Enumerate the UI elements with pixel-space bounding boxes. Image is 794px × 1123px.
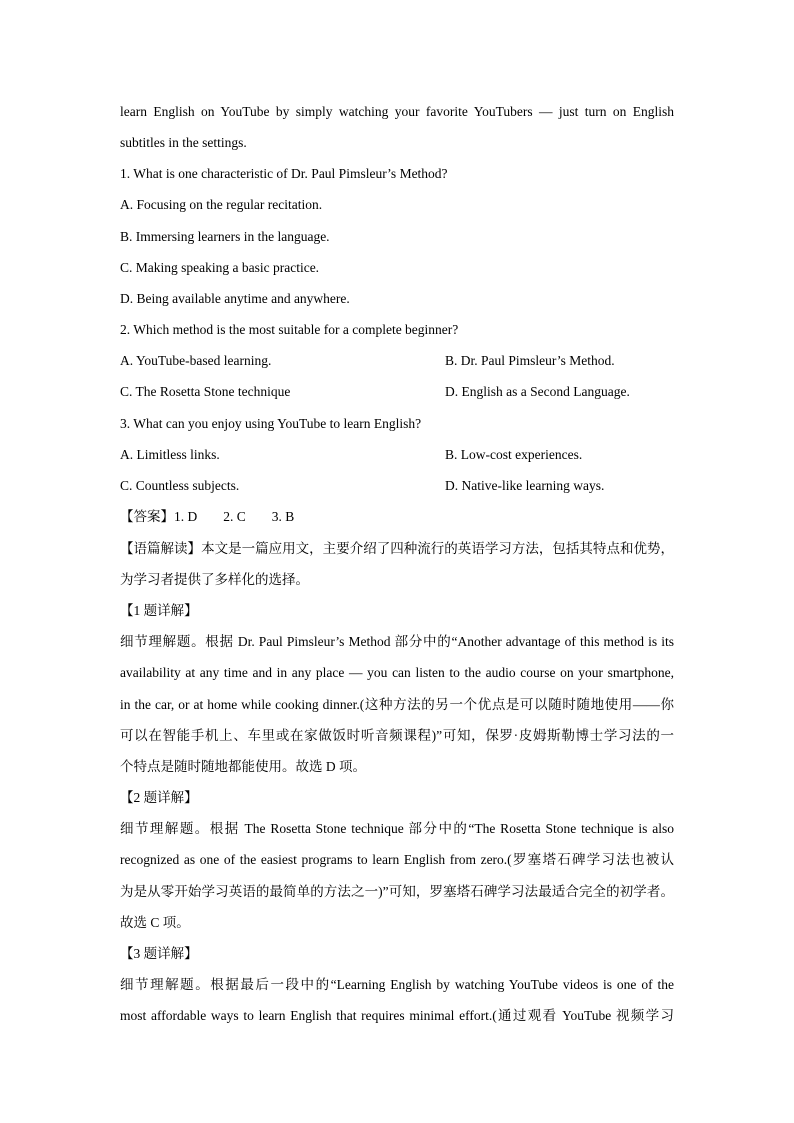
explanation-line: 个特点是随时随地都能使用。故选 D 项。 <box>120 759 366 774</box>
answer-item: 1. D <box>174 509 198 524</box>
explanation-line: most affordable ways to learn English that requires minimal effort.(通过观看 YouTube 视频学习 <box>120 1008 674 1023</box>
option-c: C. Making speaking a basic practice. <box>120 260 320 275</box>
interpretation-line: 【语篇解读】本文是一篇应用文，主要介绍了四种流行的英语学习方法，包括其特点和优势， <box>120 541 674 556</box>
question-stem: 1. What is one characteristic of Dr. Paul Pimsleur’s Method? <box>120 166 448 181</box>
explanation-line: 可以在智能手机上、车里或在家做饭时听音频课程)”可知，保罗·皮姆斯勒博士学习法的一 <box>120 728 674 743</box>
option-c: C. The Rosetta Stone technique <box>120 384 291 399</box>
option-d: D. English as a Second Language. <box>445 384 630 399</box>
question-stem: 2. Which method is the most suitable for a complete beginner? <box>120 322 459 337</box>
explanation-line: 为是从零开始学习英语的最简单的方法之一)”可知，罗塞塔石碑学习法最适合完全的初学者。 <box>120 884 674 899</box>
explanation-heading: 【2 题详解】 <box>120 790 198 805</box>
explanation-heading: 【1 题详解】 <box>120 603 198 618</box>
answer-item: 2. C <box>223 509 246 524</box>
question-stem: 3. What can you enjoy using YouTube to learn English? <box>120 416 422 431</box>
option-b: B. Dr. Paul Pimsleur’s Method. <box>445 353 615 368</box>
answer-line <box>120 508 674 526</box>
answer-label: 【答案】 <box>120 509 174 524</box>
explanation-line: 细节理解题。根据 The Rosetta Stone technique 部分中的“The Rosetta Stone technique is also <box>120 821 674 836</box>
interpretation-line: 为学习者提供了多样化的选择。 <box>120 572 309 587</box>
option-a: A. YouTube-based learning. <box>120 353 272 368</box>
option-a: A. Limitless links. <box>120 447 220 462</box>
answer-item: 3. B <box>271 509 295 524</box>
explanation-line: in the car, or at home while cooking dinner.(这种方法的另一个优点是可以随时随地使用——你 <box>120 697 674 712</box>
option-d: D. Being available anytime and anywhere. <box>120 291 350 306</box>
option-b: B. Immersing learners in the language. <box>120 229 330 244</box>
explanation-line: 故选 C 项。 <box>120 915 190 930</box>
explanation-line: 细节理解题。根据最后一段中的“Learning English by watching YouTube videos is one of the <box>120 977 674 992</box>
passage-line: subtitles in the settings. <box>120 135 247 150</box>
explanation-line: availability at any time and in any place — you can listen to the audio course on your smartphone, <box>120 665 674 680</box>
passage-line: learn English on YouTube by simply watching your favorite YouTubers — just turn on English <box>120 104 674 119</box>
explanation-line: 细节理解题。根据 Dr. Paul Pimsleur’s Method 部分中的“Another advantage of this method is its <box>120 634 674 649</box>
option-a: A. Focusing on the regular recitation. <box>120 197 323 212</box>
option-c: C. Countless subjects. <box>120 478 240 493</box>
option-d: D. Native-like learning ways. <box>445 478 605 493</box>
option-b: B. Low-cost experiences. <box>445 447 583 462</box>
explanation-line: recognized as one of the easiest programs to learn English from zero.(罗塞塔石碑学习法也被认 <box>120 852 674 867</box>
explanation-heading: 【3 题详解】 <box>120 946 198 961</box>
